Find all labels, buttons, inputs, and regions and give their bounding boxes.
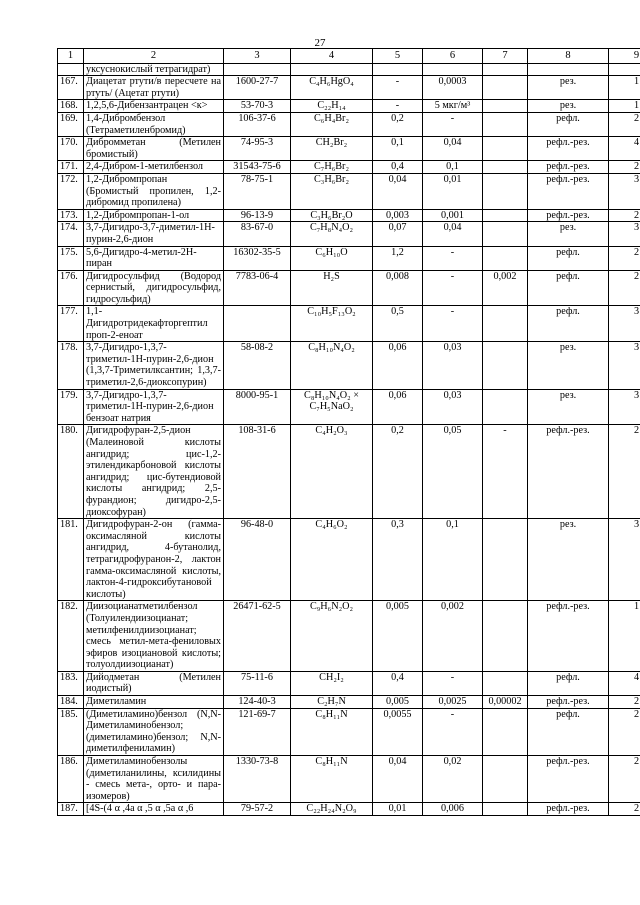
cas-number: 74-95-3 xyxy=(224,137,291,161)
cas-number: 58-08-2 xyxy=(224,342,291,389)
table-row xyxy=(58,696,640,709)
table-row xyxy=(58,306,640,342)
limiting-indicator: рефл.-рез. xyxy=(528,209,609,222)
average-annual-concentration xyxy=(483,306,528,342)
average-annual-concentration: 0,00002 xyxy=(483,696,528,709)
table-row xyxy=(58,519,640,601)
max-single-concentration: 0,07 xyxy=(373,222,423,246)
max-single-concentration: - xyxy=(373,76,423,100)
hazard-class: 4 xyxy=(609,671,640,695)
row-number: 176. xyxy=(58,270,84,306)
average-daily-concentration: 0,04 xyxy=(423,137,483,161)
header-cell: 1 xyxy=(58,49,84,64)
cas-number: 8000-95-1 xyxy=(224,389,291,425)
substance-name: 5,6-Дигидро-4-метил-2Н-пиран xyxy=(84,246,224,270)
row-number: 177. xyxy=(58,306,84,342)
average-daily-concentration: 5 мкг/м³ xyxy=(423,100,483,113)
substance-name: 1,4-Дибромбензол (Тетраметиленбромид) xyxy=(84,112,224,136)
cas-number: 83-67-0 xyxy=(224,222,291,246)
chemical-formula: C₈H₁₀N₄O₂ × C₇H₅NaO₂ xyxy=(291,389,373,425)
hazard-class: 2 xyxy=(609,803,640,816)
table-row xyxy=(58,246,640,270)
substance-name: Дигидрофуран-2,5-дион (Малеиновой кислоты ангидрид; цис-1,2-этилендикарбоновой кислоты ангидрид; цис-бутендиовой кислоты ангидрид; 2,5-фурандион; дигидро-2,5-диоксофуран) xyxy=(84,425,224,519)
hazard-class: 1 xyxy=(609,601,640,672)
max-single-concentration: 0,4 xyxy=(373,671,423,695)
limiting-indicator: рефл.-рез. xyxy=(528,173,609,209)
substance-name: 3,7-Дигидро-1,3,7-триметил-1Н-пурин-2,6-дион (1,3,7-Триметилксантин; 1,3,7-триметил-2,6-диоксопурин) xyxy=(84,342,224,389)
cas-number: 108-31-6 xyxy=(224,425,291,519)
chemical-formula: C₃H₆Br₂O xyxy=(291,209,373,222)
chemical-formula: C₆H₁₀O xyxy=(291,246,373,270)
table-row xyxy=(58,173,640,209)
max-single-concentration: 1,2 xyxy=(373,246,423,270)
average-annual-concentration xyxy=(483,389,528,425)
cas-number: 106-37-6 xyxy=(224,112,291,136)
hazard-class: 1 xyxy=(609,76,640,100)
limiting-indicator: рез. xyxy=(528,100,609,113)
hazard-class: 1 xyxy=(609,100,640,113)
hazard-class: 3 xyxy=(609,306,640,342)
average-daily-concentration: 0,001 xyxy=(423,209,483,222)
header-cell: 3 xyxy=(224,49,291,64)
average-annual-concentration: - xyxy=(483,425,528,519)
cas-number xyxy=(224,63,291,76)
substance-name: 3,7-Дигидро-1,3,7-триметил-1Н-пурин-2,6-дион бензоат натрия xyxy=(84,389,224,425)
average-annual-concentration xyxy=(483,246,528,270)
max-single-concentration: 0,0055 xyxy=(373,708,423,755)
cas-number: 75-11-6 xyxy=(224,671,291,695)
hazard-class: 2 xyxy=(609,209,640,222)
table-row xyxy=(58,342,640,389)
limiting-indicator: рез. xyxy=(528,222,609,246)
limiting-indicator: рефл.-рез. xyxy=(528,425,609,519)
average-annual-concentration xyxy=(483,803,528,816)
table-row xyxy=(58,803,640,816)
row-number xyxy=(58,63,84,76)
row-number: 172. xyxy=(58,173,84,209)
limiting-indicator: рефл.-рез. xyxy=(528,137,609,161)
max-single-concentration: 0,5 xyxy=(373,306,423,342)
average-annual-concentration xyxy=(483,601,528,672)
average-daily-concentration: - xyxy=(423,246,483,270)
substance-name: 1,2-Дибромпропан-1-ол xyxy=(84,209,224,222)
chemical-formula: C₉H₆N₂O₂ xyxy=(291,601,373,672)
limiting-indicator: рез. xyxy=(528,389,609,425)
substance-name: 1,2,5,6-Дибензантрацен <к> xyxy=(84,100,224,113)
cas-number: 121-69-7 xyxy=(224,708,291,755)
hazard-class: 2 xyxy=(609,270,640,306)
table-row xyxy=(58,76,640,100)
row-number: 170. xyxy=(58,137,84,161)
limiting-indicator: рефл. xyxy=(528,246,609,270)
table-row xyxy=(58,161,640,174)
average-annual-concentration xyxy=(483,222,528,246)
limiting-indicator: рефл. xyxy=(528,306,609,342)
average-daily-concentration: 0,1 xyxy=(423,519,483,601)
average-daily-concentration: 0,0025 xyxy=(423,696,483,709)
hazard-class: 3 xyxy=(609,173,640,209)
table-row xyxy=(58,112,640,136)
cas-number: 31543-75-6 xyxy=(224,161,291,174)
row-number: 183. xyxy=(58,671,84,695)
hazard-class: 2 xyxy=(609,425,640,519)
cas-number xyxy=(224,306,291,342)
table-row xyxy=(58,601,640,672)
row-number: 179. xyxy=(58,389,84,425)
average-annual-concentration: 0,002 xyxy=(483,270,528,306)
average-annual-concentration xyxy=(483,342,528,389)
average-annual-concentration xyxy=(483,671,528,695)
average-daily-concentration: - xyxy=(423,112,483,136)
max-single-concentration: 0,003 xyxy=(373,209,423,222)
max-single-concentration: 0,2 xyxy=(373,425,423,519)
max-single-concentration: 0,04 xyxy=(373,756,423,803)
table-row xyxy=(58,671,640,695)
row-number: 173. xyxy=(58,209,84,222)
hazard-class: 2 xyxy=(609,696,640,709)
header-cell: 5 xyxy=(373,49,423,64)
chemical-formula: C₈H₁₀N₄O₂ xyxy=(291,342,373,389)
table-row xyxy=(58,137,640,161)
average-annual-concentration xyxy=(483,519,528,601)
average-annual-concentration xyxy=(483,100,528,113)
limiting-indicator: рефл.-рез. xyxy=(528,756,609,803)
table-row xyxy=(58,209,640,222)
hazard-class: 2 xyxy=(609,756,640,803)
header-cell: 9 xyxy=(609,49,640,64)
chemical-formula: C₆H₄Br₂ xyxy=(291,112,373,136)
chemical-formula: C₈H₁₁N xyxy=(291,708,373,755)
cas-number: 26471-62-5 xyxy=(224,601,291,672)
row-number: 181. xyxy=(58,519,84,601)
limiting-indicator: рефл.-рез. xyxy=(528,601,609,672)
row-number: 182. xyxy=(58,601,84,672)
limiting-indicator: рез. xyxy=(528,519,609,601)
average-daily-concentration: - xyxy=(423,270,483,306)
substance-name: Диизоцианатметилбензол (Толуилендиизоцианат; метилфенилдиизоцианат; смесь метил-мета-фениловых эфиров изоциановой кислоты; толуолдиизоцианат) xyxy=(84,601,224,672)
substance-name: 2,4-Дибром-1-метилбензол xyxy=(84,161,224,174)
average-daily-concentration: 0,02 xyxy=(423,756,483,803)
average-annual-concentration xyxy=(483,209,528,222)
chemical-formula: C₈H₁₁N xyxy=(291,756,373,803)
substance-name: 1,2-Дибромпропан (Бромистый пропилен, 1,2-дибромид пропилена) xyxy=(84,173,224,209)
average-annual-concentration xyxy=(483,756,528,803)
header-cell: 7 xyxy=(483,49,528,64)
chemical-formula: C₃H₆Br₂ xyxy=(291,173,373,209)
max-single-concentration: - xyxy=(373,100,423,113)
substance-name: Диацетат ртути/в пересчете на ртуть/ (Ацетат ртути) xyxy=(84,76,224,100)
hazard-class: 2 xyxy=(609,246,640,270)
cas-number: 79-57-2 xyxy=(224,803,291,816)
average-daily-concentration: - xyxy=(423,708,483,755)
hazard-class: 2 xyxy=(609,161,640,174)
hazard-class: 4 xyxy=(609,137,640,161)
limiting-indicator: рез. xyxy=(528,342,609,389)
max-single-concentration: 0,06 xyxy=(373,389,423,425)
row-number: 180. xyxy=(58,425,84,519)
average-annual-concentration xyxy=(483,161,528,174)
average-daily-concentration: 0,002 xyxy=(423,601,483,672)
max-single-concentration: 0,04 xyxy=(373,173,423,209)
hazard-class: 3 xyxy=(609,519,640,601)
substance-name: Диметиламинобензолы (диметиланилины, ксилидины - смесь мета-, орто- и пара-изомеров) xyxy=(84,756,224,803)
max-single-concentration xyxy=(373,63,423,76)
average-annual-concentration xyxy=(483,137,528,161)
cas-number: 7783-06-4 xyxy=(224,270,291,306)
average-annual-concentration xyxy=(483,708,528,755)
header-cell: 2 xyxy=(84,49,224,64)
max-single-concentration: 0,005 xyxy=(373,601,423,672)
limiting-indicator: рефл.-рез. xyxy=(528,803,609,816)
max-single-concentration: 0,06 xyxy=(373,342,423,389)
row-number: 178. xyxy=(58,342,84,389)
average-daily-concentration: 0,04 xyxy=(423,222,483,246)
limiting-indicator: рефл. xyxy=(528,270,609,306)
average-daily-concentration: 0,0003 xyxy=(423,76,483,100)
row-number: 174. xyxy=(58,222,84,246)
average-daily-concentration: - xyxy=(423,671,483,695)
table-row xyxy=(58,63,640,76)
substance-name: 3,7-Дигидро-3,7-диметил-1Н-пурин-2,6-дион xyxy=(84,222,224,246)
chemical-formula xyxy=(291,63,373,76)
header-row xyxy=(58,49,640,64)
page-number: 27 xyxy=(314,37,326,49)
row-number: 168. xyxy=(58,100,84,113)
header-cell: 6 xyxy=(423,49,483,64)
cas-number: 96-13-9 xyxy=(224,209,291,222)
chemical-formula: C₁₀H₅F₁₃O₂ xyxy=(291,306,373,342)
table-row xyxy=(58,756,640,803)
max-single-concentration: 0,1 xyxy=(373,137,423,161)
cas-number: 78-75-1 xyxy=(224,173,291,209)
chemical-formula: C₇H₈N₄O₂ xyxy=(291,222,373,246)
limiting-indicator: рефл. xyxy=(528,671,609,695)
table-row xyxy=(58,708,640,755)
chemical-formula: C₄H₆HgO₄ xyxy=(291,76,373,100)
cas-number: 1600-27-7 xyxy=(224,76,291,100)
limiting-indicator: рефл. xyxy=(528,708,609,755)
row-number: 171. xyxy=(58,161,84,174)
substance-name: Дигидрофуран-2-он (гамма-оксимасляной кислоты ангидрид, 4-бутанолид, тетрагидрофуранон-2, лактон гамма-оксимасляной кислоты, лактон-4-гидроксибутановой кислоты) xyxy=(84,519,224,601)
cas-number: 53-70-3 xyxy=(224,100,291,113)
substance-table xyxy=(57,48,640,816)
average-annual-concentration xyxy=(483,63,528,76)
hazard-class: 3 xyxy=(609,389,640,425)
chemical-formula: H₂S xyxy=(291,270,373,306)
average-daily-concentration: 0,01 xyxy=(423,173,483,209)
max-single-concentration: 0,2 xyxy=(373,112,423,136)
row-number: 184. xyxy=(58,696,84,709)
substance-name: Дийодметан (Метилен иодистый) xyxy=(84,671,224,695)
table-row xyxy=(58,222,640,246)
average-daily-concentration xyxy=(423,63,483,76)
chemical-formula: CH₂I₂ xyxy=(291,671,373,695)
substance-name: (Диметиламино)бензол (N,N-Диметиламинобензол; (диметиламино)бензол; N,N-диметилфениламин) xyxy=(84,708,224,755)
header-cell: 4 xyxy=(291,49,373,64)
average-daily-concentration: 0,03 xyxy=(423,342,483,389)
average-daily-concentration: 0,1 xyxy=(423,161,483,174)
average-annual-concentration xyxy=(483,76,528,100)
average-daily-concentration: - xyxy=(423,306,483,342)
table-row xyxy=(58,389,640,425)
cas-number: 96-48-0 xyxy=(224,519,291,601)
max-single-concentration: 0,008 xyxy=(373,270,423,306)
row-number: 167. xyxy=(58,76,84,100)
row-number: 187. xyxy=(58,803,84,816)
chemical-formula: C₂H₇N xyxy=(291,696,373,709)
chemical-formula: C₄H₆O₂ xyxy=(291,519,373,601)
chemical-formula: C₂₂H₂₄N₂O₉ xyxy=(291,803,373,816)
substance-name: Дибромметан (Метилен бромистый) xyxy=(84,137,224,161)
limiting-indicator: рез. xyxy=(528,76,609,100)
cas-number: 1330-73-8 xyxy=(224,756,291,803)
average-daily-concentration: 0,05 xyxy=(423,425,483,519)
max-single-concentration: 0,01 xyxy=(373,803,423,816)
header-cell: 8 xyxy=(528,49,609,64)
limiting-indicator xyxy=(528,63,609,76)
limiting-indicator: рефл.-рез. xyxy=(528,696,609,709)
max-single-concentration: 0,4 xyxy=(373,161,423,174)
substance-name: уксуснокислый тетрагидрат) xyxy=(84,63,224,76)
max-single-concentration: 0,005 xyxy=(373,696,423,709)
average-annual-concentration xyxy=(483,112,528,136)
row-number: 175. xyxy=(58,246,84,270)
substance-name: 1,1-Дигидротридекафторгептил проп-2-еноат xyxy=(84,306,224,342)
substance-name: Диметиламин xyxy=(84,696,224,709)
chemical-formula: C₇H₆Br₂ xyxy=(291,161,373,174)
chemical-formula: C₄H₂O₃ xyxy=(291,425,373,519)
limiting-indicator: рефл. xyxy=(528,112,609,136)
table-row xyxy=(58,100,640,113)
substance-name: Дигидросульфид (Водород сернистый, дигидросульфид, гидросульфид) xyxy=(84,270,224,306)
row-number: 185. xyxy=(58,708,84,755)
chemical-formula: C₂₂H₁₄ xyxy=(291,100,373,113)
cas-number: 16302-35-5 xyxy=(224,246,291,270)
max-single-concentration: 0,3 xyxy=(373,519,423,601)
hazard-class: 3 xyxy=(609,342,640,389)
hazard-class: 3 xyxy=(609,222,640,246)
chemical-formula: CH₂Br₂ xyxy=(291,137,373,161)
limiting-indicator: рефл.-рез. xyxy=(528,161,609,174)
table-row xyxy=(58,425,640,519)
cas-number: 124-40-3 xyxy=(224,696,291,709)
average-daily-concentration: 0,006 xyxy=(423,803,483,816)
hazard-class: 2 xyxy=(609,112,640,136)
table-body xyxy=(58,63,640,815)
substance-name: [4S-(4 α ,4a α ,5 α ,5a α ,6 xyxy=(84,803,224,816)
hazard-class xyxy=(609,63,640,76)
average-annual-concentration xyxy=(483,173,528,209)
hazard-class: 2 xyxy=(609,708,640,755)
table-row xyxy=(58,270,640,306)
average-daily-concentration: 0,03 xyxy=(423,389,483,425)
row-number: 169. xyxy=(58,112,84,136)
row-number: 186. xyxy=(58,756,84,803)
